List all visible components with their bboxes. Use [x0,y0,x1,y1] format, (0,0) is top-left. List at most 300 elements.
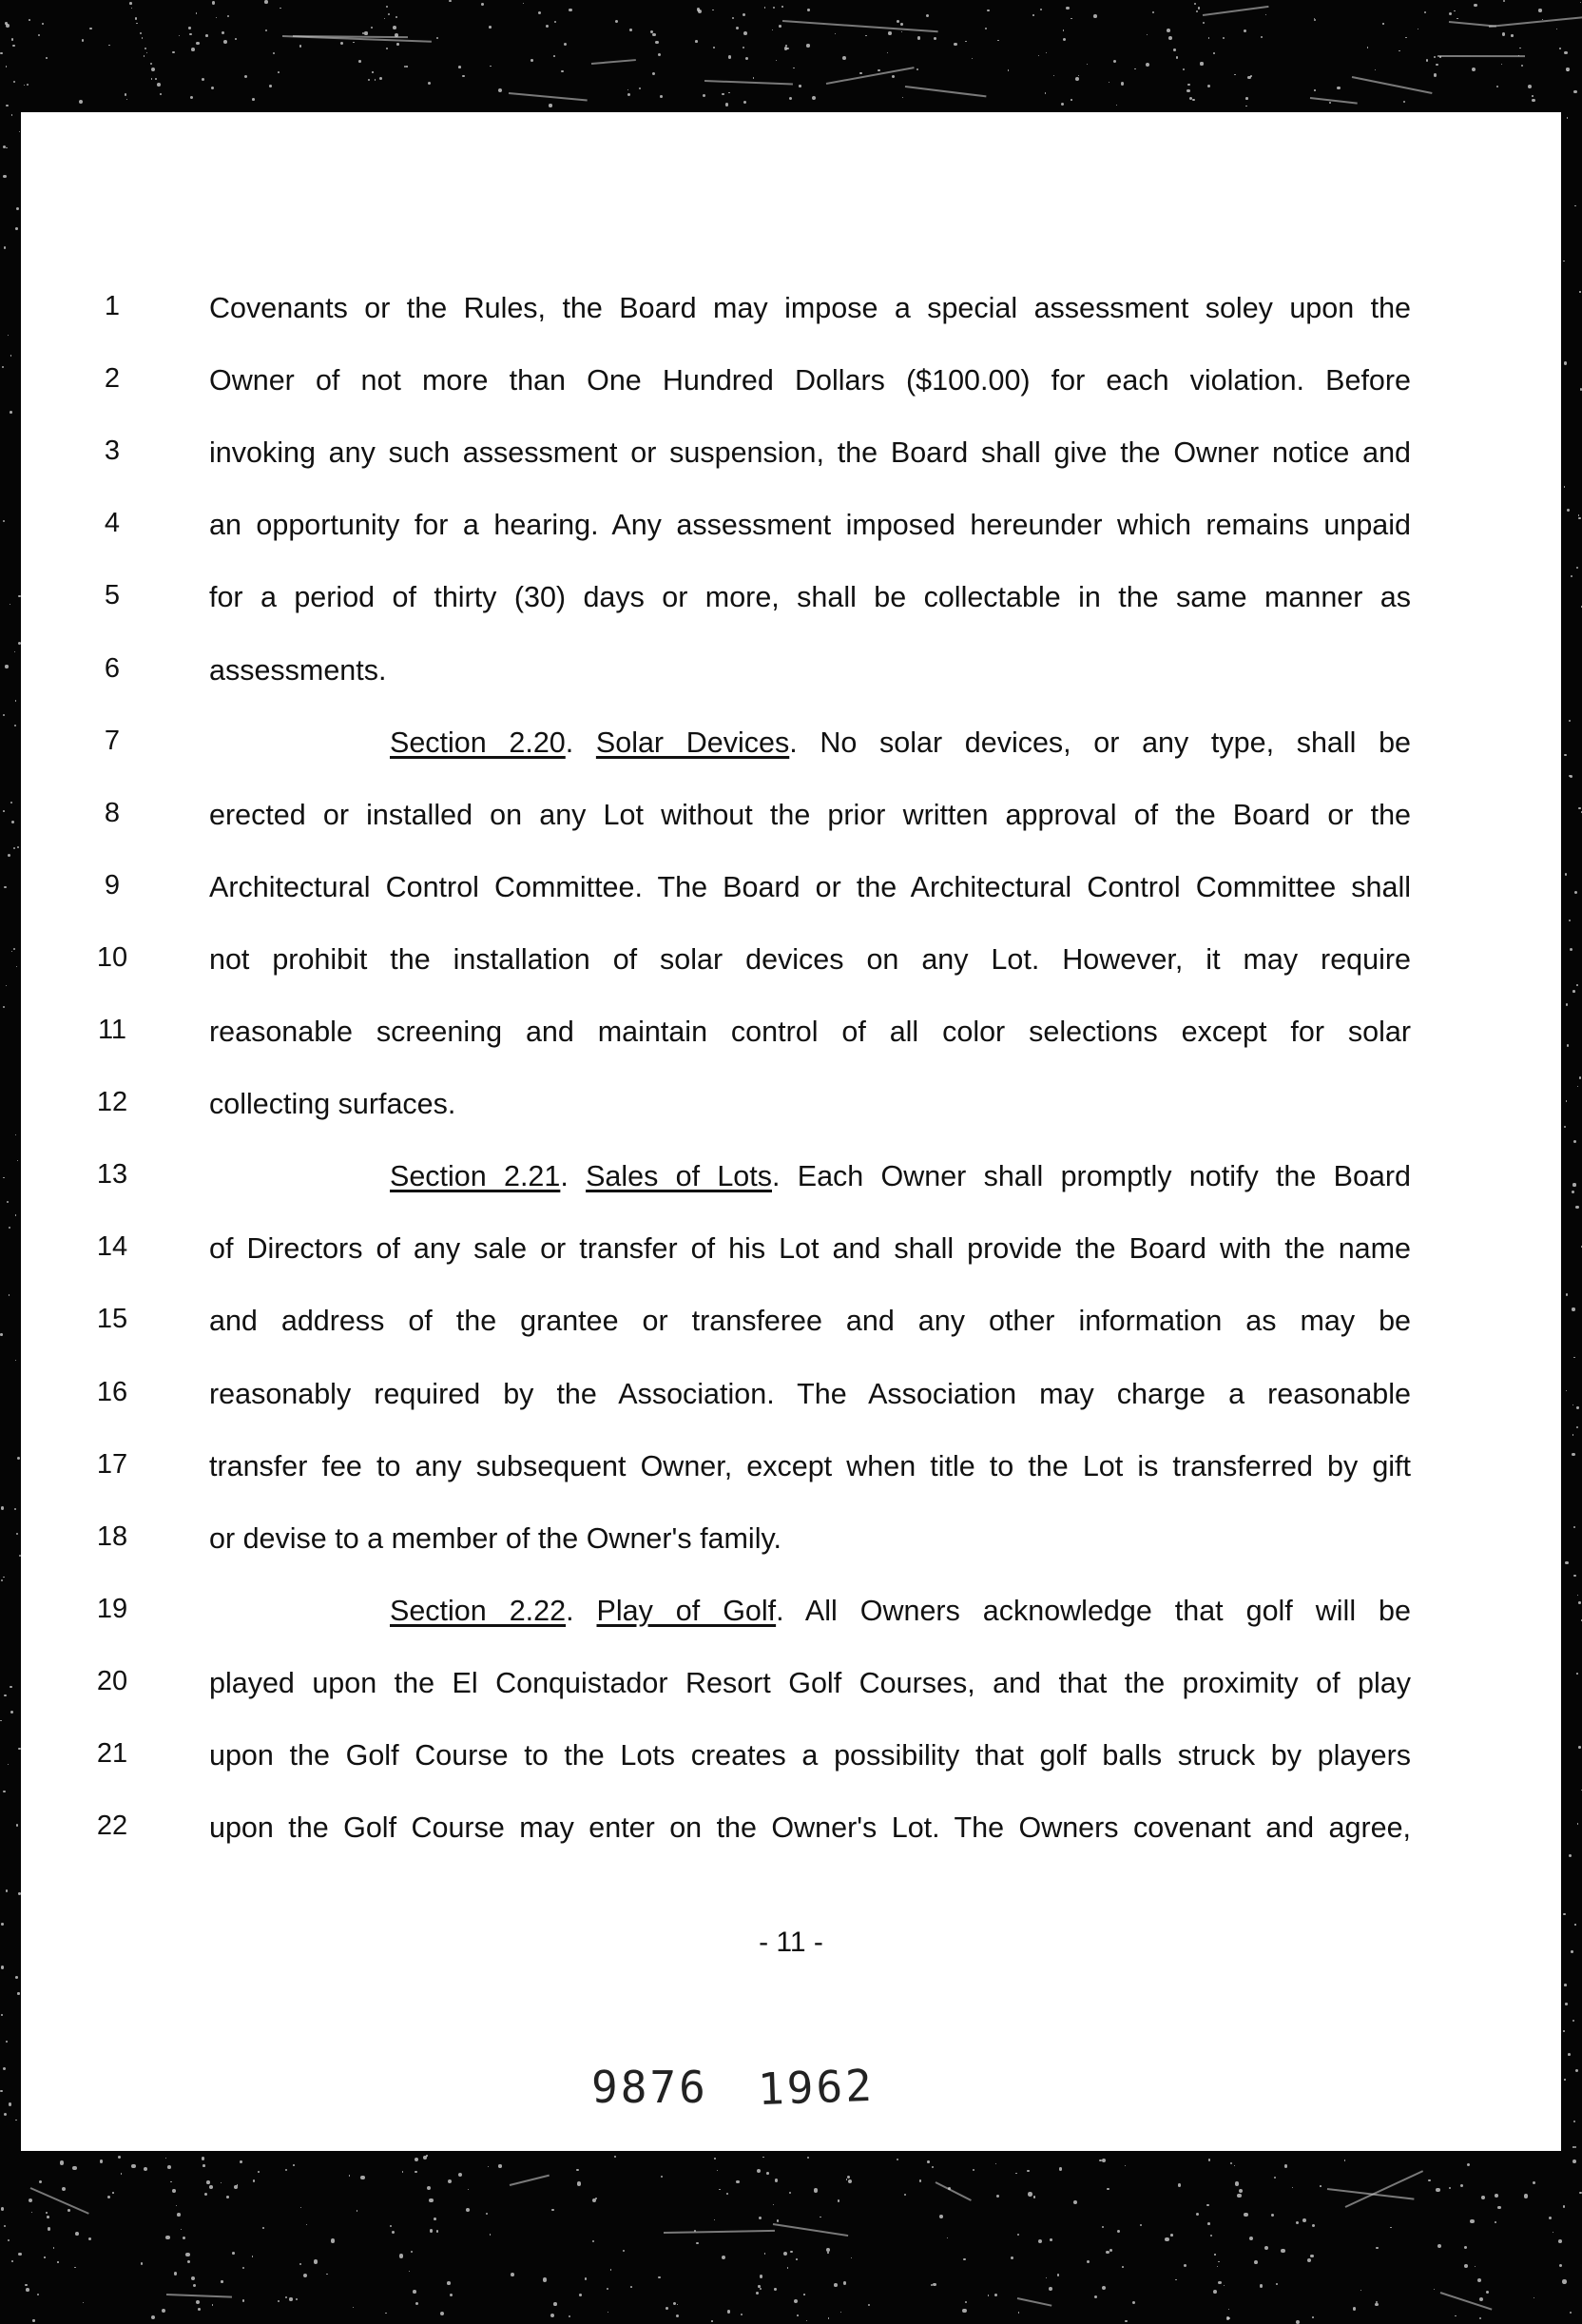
scan-speckle [189,33,191,35]
scan-speckle [1194,3,1196,5]
scan-speckle [660,95,663,98]
scan-speckle [757,2169,761,2173]
scan-speckle [88,2237,92,2241]
scan-speckle [762,2157,764,2159]
scan-speckle [1501,64,1502,65]
text-run: upon the Golf Course may enter on the Owner's Lot. The Owners covenant and agree, [209,1811,1411,1845]
document-line [21,1649,1561,1721]
scan-speckle [1121,82,1124,85]
line-text [209,1809,1411,1847]
scan-speckle [1399,50,1400,52]
scan-speckle [16,207,19,210]
scan-speckle [27,84,29,86]
scan-speckle [11,951,12,952]
scan-speckle [897,2159,898,2160]
scan-speckle [1106,2251,1109,2254]
scan-speckle [840,2312,841,2313]
text-run: and address of the grantee or transferee and any other information as may be [209,1305,1411,1338]
scan-speckle [741,2314,743,2315]
scan-speckle [108,45,109,46]
line-number: 3 [104,436,121,467]
scan-speckle [458,66,461,68]
scan-speckle [202,78,205,82]
scan-speckle [3,175,6,178]
scan-speckle [1344,2159,1345,2160]
scan-speckle [447,2281,451,2285]
scan-speckle [585,2277,588,2280]
line-text [209,578,1411,616]
scan-scratch [782,20,938,32]
scan-speckle [481,3,484,6]
scan-speckle [204,2193,207,2196]
document-line [21,1577,1561,1649]
scan-speckle [172,51,174,53]
scan-speckle [1569,920,1571,921]
scan-speckle [47,2216,49,2218]
scan-speckle [11,2260,13,2262]
scan-speckle [904,2194,906,2196]
scan-speckle [639,87,641,89]
scan-speckle [610,2269,612,2271]
scan-speckle [436,2230,439,2233]
scan-speckle [176,2205,177,2206]
scan-speckle [232,2252,235,2255]
scan-speckle [489,26,492,29]
text-run: collecting surfaces. [209,1088,456,1121]
scan-speckle [760,2275,763,2278]
scan-speckle [916,68,918,70]
document-line [21,563,1561,635]
scan-speckle [1196,2213,1199,2216]
scan-speckle [1228,2309,1229,2310]
scan-speckle [1176,56,1179,59]
scan-speckle [13,847,15,849]
scan-speckle [1576,984,1578,986]
scan-speckle [193,2284,196,2287]
scan-speckle [1011,2256,1013,2259]
document-line [21,853,1561,925]
scan-scratch [664,2230,775,2234]
scan-speckle [1261,36,1263,38]
scan-speckle [16,1824,18,1826]
scan-speckle [157,83,161,87]
text-run: . [565,726,596,759]
scan-speckle [794,2299,798,2303]
scan-speckle [1524,2194,1528,2198]
scan-speckle [242,2267,244,2269]
scan-speckle [4,2225,6,2227]
scan-speckle [8,1764,9,1765]
scan-speckle [1360,2290,1361,2291]
scan-speckle [1434,56,1436,58]
scan-speckle [652,72,655,75]
scan-speckle [375,79,376,80]
scan-speckle [1573,90,1576,93]
scan-speckle [16,966,18,968]
scan-speckle [1564,51,1568,55]
scan-speckle [353,42,354,43]
scan-speckle [53,2247,54,2248]
line-text [209,1447,1411,1485]
scan-speckle [1564,1984,1567,1986]
scan-speckle [212,2304,214,2306]
scan-speckle [1247,76,1251,80]
scan-speckle [1207,85,1210,87]
scan-speckle [131,2164,135,2168]
scan-speckle [415,2302,418,2305]
scan-speckle [409,2271,410,2272]
scan-speckle [1109,2249,1112,2252]
scan-speckle [939,2215,943,2218]
scan-speckle [38,34,40,36]
text-run: of Directors of any sale or transfer of his Lot and shall provide the Board with the name [209,1232,1411,1266]
scan-speckle [756,2292,759,2295]
scan-speckle [1284,2164,1288,2168]
scan-speckle [996,2195,1000,2198]
scan-speckle [1474,4,1476,7]
line-number: 17 [96,1448,128,1480]
scan-scratch [905,86,987,97]
scan-speckle [226,2196,229,2198]
scan-speckle [1572,1453,1574,1456]
scan-speckle [1075,77,1079,81]
scan-speckle [1,1966,4,1968]
scan-speckle [17,846,19,848]
scan-speckle [743,31,747,35]
scan-speckle [1196,10,1198,12]
scan-speckle [136,23,137,24]
scan-speckle [1167,29,1170,32]
scan-speckle [1467,2163,1470,2166]
scan-speckle [779,25,781,28]
text-run: Owner of not more than One Hundred Dollars ($100.00) for each violation. Before [209,364,1411,397]
scan-speckle [1579,291,1580,292]
scan-speckle [118,2156,121,2159]
scan-speckle [695,40,698,43]
scan-speckle [1568,2053,1571,2056]
scan-speckle [1093,14,1097,18]
scan-speckle [859,72,862,75]
scan-speckle [1573,1140,1576,1143]
scan-speckle [828,2317,830,2319]
scan-speckle [379,77,382,80]
scan-speckle [725,103,729,107]
scan-speckle [1570,948,1572,951]
scan-speckle [1175,2279,1177,2281]
scan-speckle [8,335,9,336]
scan-speckle [1569,720,1571,722]
scan-speckle [1113,60,1116,63]
scan-speckle [258,2171,260,2173]
scan-speckle [847,2176,850,2179]
scan-speckle [1567,1044,1570,1047]
text-run: or devise to a member of the Owner's family. [209,1521,781,1555]
scan-speckle [1245,97,1248,100]
scan-speckle [1078,75,1079,76]
scan-speckle [722,2256,725,2259]
scan-scratch [591,59,636,65]
scan-speckle [1577,1823,1579,1825]
scan-speckle [1102,2226,1104,2228]
scan-speckle [1573,2121,1575,2122]
scan-speckle [6,147,8,149]
line-text [209,1520,1411,1558]
scan-speckle [1203,22,1205,24]
scan-speckle [187,2260,190,2263]
scan-speckle [569,2315,570,2317]
text-run: . [560,1160,587,1193]
scan-scratch [509,2174,549,2185]
scan-speckle [1495,2221,1496,2223]
scan-speckle [1572,1307,1574,1310]
scan-speckle [1310,2255,1313,2257]
scan-speckle [777,2219,779,2221]
scan-speckle [242,2299,245,2302]
scan-speckle [1217,2266,1218,2267]
document-line [21,1142,1561,1214]
section-heading: Solar Devices [595,726,790,759]
document-line [21,708,1561,781]
scan-speckle [1033,2196,1035,2198]
line-text [390,1592,1411,1630]
scan-speckle [1533,2181,1535,2184]
scan-speckle [360,2176,364,2179]
scan-speckle [140,32,142,34]
document-line [21,346,1561,418]
scan-speckle [807,2157,809,2159]
scan-speckle [181,2229,182,2230]
scan-speckle [15,1360,16,1361]
line-number: 13 [96,1159,128,1191]
scan-speckle [673,2302,676,2305]
scan-speckle [4,1695,6,1696]
scan-speckle [713,47,715,48]
scan-speckle [8,854,10,857]
stamp-page: 1962 [756,2059,876,2116]
scan-speckle [1292,2187,1293,2188]
scan-scratch [826,67,915,85]
line-number: 11 [97,1015,127,1045]
scan-speckle [1198,7,1200,9]
scan-speckle [1569,1854,1572,1857]
scan-speckle [386,48,389,50]
scan-scratch [1489,11,1582,28]
scan-speckle [1424,11,1426,13]
scan-speckle [1574,891,1577,894]
scan-speckle [1071,99,1072,101]
text-run: Covenants or the Rules, the Board may impose a special assessment soley upon the [209,292,1411,324]
scan-speckle [787,2267,789,2269]
scan-speckle [902,97,903,98]
line-number: 15 [96,1304,128,1335]
scan-speckle [997,40,999,42]
scan-speckle [1207,2222,1210,2225]
scan-speckle [785,45,787,47]
scan-speckle [1503,0,1505,2]
scan-speckle [1,1506,4,1509]
scan-speckle [1165,2237,1168,2241]
line-number: 22 [96,1811,128,1842]
scan-speckle [711,2320,713,2322]
line-number: 16 [96,1376,128,1407]
scan-speckle [1244,29,1246,32]
scan-speckle [203,2164,205,2167]
scan-speckle [1125,2165,1126,2166]
scan-speckle [1572,1434,1573,1435]
scan-speckle [1274,2177,1276,2179]
scan-speckle [1134,68,1136,70]
scan-speckle [252,98,255,101]
scan-speckle [842,56,846,60]
scan-speckle [3,1006,5,1008]
scan-speckle [799,85,801,87]
scan-speckle [1578,1746,1581,1749]
scan-speckle [900,23,903,26]
scan-speckle [1018,2312,1019,2313]
document-line [21,1793,1561,1866]
text-run: played upon the El Conquistador Resort Golf Courses, and that the proximity of play [209,1666,1411,1699]
document-line [21,274,1561,346]
scan-speckle [162,2309,165,2313]
scan-speckle [285,2296,287,2298]
scan-speckle [1571,1950,1573,1953]
scan-speckle [172,2189,176,2193]
scan-speckle [411,2251,413,2253]
scan-speckle [629,29,632,31]
scan-speckle [1102,2159,1106,2162]
scan-speckle [384,18,385,19]
scan-speckle [48,2227,51,2231]
scan-speckle [179,35,180,36]
scan-speckle [1329,102,1331,104]
scan-speckle [293,2164,295,2166]
line-number: 9 [104,869,121,901]
scan-speckle [24,85,25,86]
scan-speckle [812,96,816,100]
scan-speckle [1436,64,1437,66]
scan-speckle [1170,2234,1173,2237]
scan-speckle [1475,2266,1476,2267]
scan-speckle [326,2274,328,2276]
scan-speckle [227,15,229,17]
scan-speckle [1564,2079,1566,2081]
scan-speckle [402,2171,403,2172]
document-line [21,997,1561,1070]
scan-speckle [14,1508,16,1510]
scan-speckle [878,69,879,71]
scan-scratch [166,2294,232,2298]
scan-speckle [1200,62,1203,65]
scan-speckle [838,2199,840,2202]
line-number: 19 [96,1593,128,1624]
document-line [21,636,1561,708]
scan-speckle [183,2237,185,2239]
scan-speckle [331,2238,335,2242]
scan-speckle [973,2169,974,2171]
scan-speckle [897,20,900,24]
scan-speckle [676,2314,679,2317]
scan-speckle [868,2304,871,2307]
document-line [21,418,1561,491]
scan-speckle [388,13,390,15]
scan-speckle [607,2288,608,2290]
scan-speckle [806,2320,807,2321]
scan-speckle [1464,2264,1468,2268]
scan-speckle [223,40,227,44]
scan-speckle [1271,2214,1274,2217]
document-line [21,1432,1561,1504]
line-text [209,868,1411,906]
scan-speckle [13,948,15,950]
scan-speckle [1192,99,1194,101]
scan-speckle [1558,2239,1562,2243]
scan-speckle [1481,2196,1485,2199]
scan-speckle [1479,2317,1481,2319]
document-line [21,925,1561,997]
scan-speckle [234,2185,238,2189]
scan-speckle [390,2225,392,2227]
scan-speckle [11,114,12,115]
scan-speckle [1244,2213,1247,2217]
scan-speckle [462,75,465,78]
scan-speckle [165,2158,167,2159]
scan-speckle [60,2160,64,2164]
scan-speckle [661,2176,663,2178]
scan-speckle [83,2302,84,2303]
scan-speckle [1519,48,1521,49]
scan-speckle [1559,2264,1562,2267]
scan-speckle [1566,1003,1569,1006]
scan-speckle [1454,10,1456,12]
scan-speckle [14,725,16,726]
scan-speckle [6,66,7,67]
scan-speckle [1495,2194,1498,2198]
scan-speckle [386,6,388,8]
document-line [21,491,1561,563]
scan-speckle [630,2286,632,2288]
text-run: . Each Owner shall promptly notify the Board [772,1160,1411,1193]
scan-speckle [1314,89,1315,90]
scan-speckle [1572,990,1575,993]
scan-speckle [569,9,572,12]
scan-speckle [89,28,91,29]
scan-speckle [1564,1126,1566,1128]
scan-speckle [372,71,373,72]
scan-speckle [1573,1526,1575,1528]
text-run: not prohibit the installation of solar devices on any Lot. However, it may require [209,942,1411,976]
scan-speckle [74,2267,76,2269]
scan-speckle [1027,2170,1030,2173]
scan-speckle [198,2308,201,2311]
scan-speckle [775,2179,778,2181]
scan-speckle [523,3,524,4]
scan-speckle [146,52,147,53]
scan-speckle [145,48,146,49]
scan-speckle [796,2258,798,2260]
scan-speckle [1572,1191,1574,1193]
scan-speckle [1367,47,1368,48]
scan-speckle [592,2198,596,2202]
scan-scratch [30,2187,89,2215]
document-page [21,112,1561,2151]
scan-speckle [1528,85,1532,88]
scan-speckle [1208,37,1210,39]
text-run: erected or installed on any Lot without the prior written approval of the Board or the [209,798,1411,831]
scan-speckle [458,2173,462,2177]
scan-speckle [803,2294,805,2295]
scan-speckle [892,75,895,78]
scan-speckle [165,2236,169,2239]
